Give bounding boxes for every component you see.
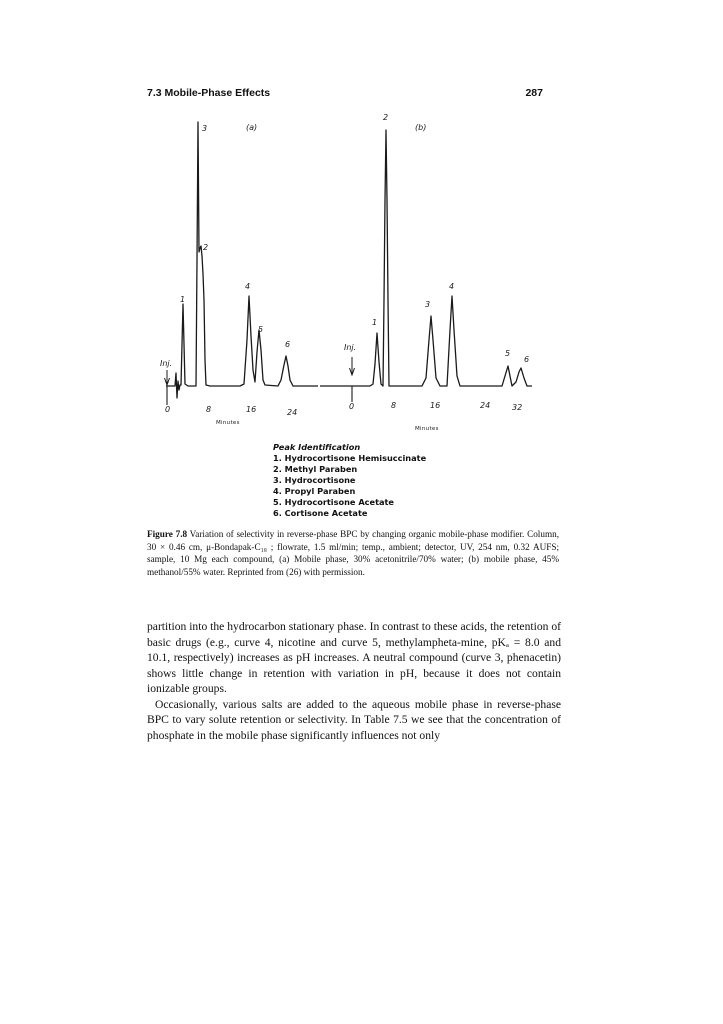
peak-label-b-5: 5 (505, 349, 511, 358)
peak-identification-title: Peak Identification (273, 442, 361, 452)
inj-label-a: Inj. (160, 359, 173, 368)
paragraph-1: partition into the hydrocarbon stationary phase. In contrast to these acids, the retention of basic drugs (e.g., curve 4, nicotine and curve 5, methylampheta-mine, pKₐ = 8.0 and 10.1, respectively) increases as pH increases. A neutral compound (curve 3, phenacetin) shows little change in retention with variation in pH, because it does not contain ionizable groups. (147, 620, 561, 695)
panel-a-label: (a) (246, 123, 258, 132)
trace-a (166, 122, 318, 398)
peak-identification (273, 442, 426, 519)
peak-label-a-3: 3 (202, 124, 208, 133)
caption-text: Variation of selectivity in reverse-phase BPC by changing organic mobile-phase modifier. Column, 30 × 0.46 cm, μ-Bondapak-C₁₈ ; flowrate, 1.5 ml/min; temp., ambient; detector, UV, 254 nm, 0.32 AUFS; sample, 10 Mg each compound, (a) Mobile phase, 30% acetonitrile/70% water; (b) mobile phase, 45% methanol/55% water. Reprinted from (26) with permission. (147, 529, 559, 577)
tick-a-0: 0 (165, 405, 171, 414)
panel-a (160, 122, 318, 426)
peak-label-b-3: 3 (425, 300, 431, 309)
section-title: 7.3 Mobile-Phase Effects (147, 87, 271, 99)
panel-b-label: (b) (415, 123, 427, 132)
inj-label-b: Inj. (344, 343, 357, 352)
tick-b-32: 32 (512, 403, 523, 412)
peak-label-b-2: 2 (383, 113, 389, 122)
peak-item-5: 5. Hydrocortisone Acetate (273, 497, 394, 507)
peak-label-a-5: 5 (258, 325, 264, 334)
tick-a-8: 8 (206, 405, 212, 414)
figure-caption (147, 528, 559, 578)
tick-b-8: 8 (391, 401, 397, 410)
peak-label-a-4: 4 (245, 282, 251, 291)
peak-label-a-6: 6 (285, 340, 291, 349)
tick-b-16: 16 (430, 401, 441, 410)
peak-item-2: 2. Methyl Paraben (273, 464, 358, 474)
figure-label: Figure 7.8 (147, 529, 188, 539)
axis-label-b: Minutes (415, 426, 439, 432)
chromatogram-figure (0, 0, 723, 440)
axis-label-a: Minutes (216, 420, 240, 426)
peak-item-6: 6. Cortisone Acetate (273, 508, 368, 518)
peak-label-b-6: 6 (524, 355, 530, 364)
panel-b (320, 113, 532, 432)
peak-item-1: 1. Hydrocortisone Hemisuccinate (273, 453, 427, 463)
peak-label-a-1: 1 (180, 295, 186, 304)
tick-b-24: 24 (480, 401, 491, 410)
peak-label-b-4: 4 (449, 282, 455, 291)
tick-b-0: 0 (349, 402, 355, 411)
peak-item-3: 3. Hydrocortisone (273, 475, 356, 485)
peak-item-4: 4. Propyl Paraben (273, 486, 356, 496)
page-number: 287 (525, 87, 543, 99)
tick-a-16: 16 (246, 405, 257, 414)
body-text (147, 619, 561, 743)
peak-label-a-2: 2 (203, 243, 209, 252)
peak-label-b-1: 1 (372, 318, 378, 327)
paragraph-2: Occasionally, various salts are added to the aqueous mobile phase in reverse-phase BPC to vary solute retention or selectivity. In Table 7.5 we see that the concentration of phosphate in the mobile phase significantly influences not only (147, 697, 561, 742)
tick-a-24: 24 (287, 408, 298, 417)
